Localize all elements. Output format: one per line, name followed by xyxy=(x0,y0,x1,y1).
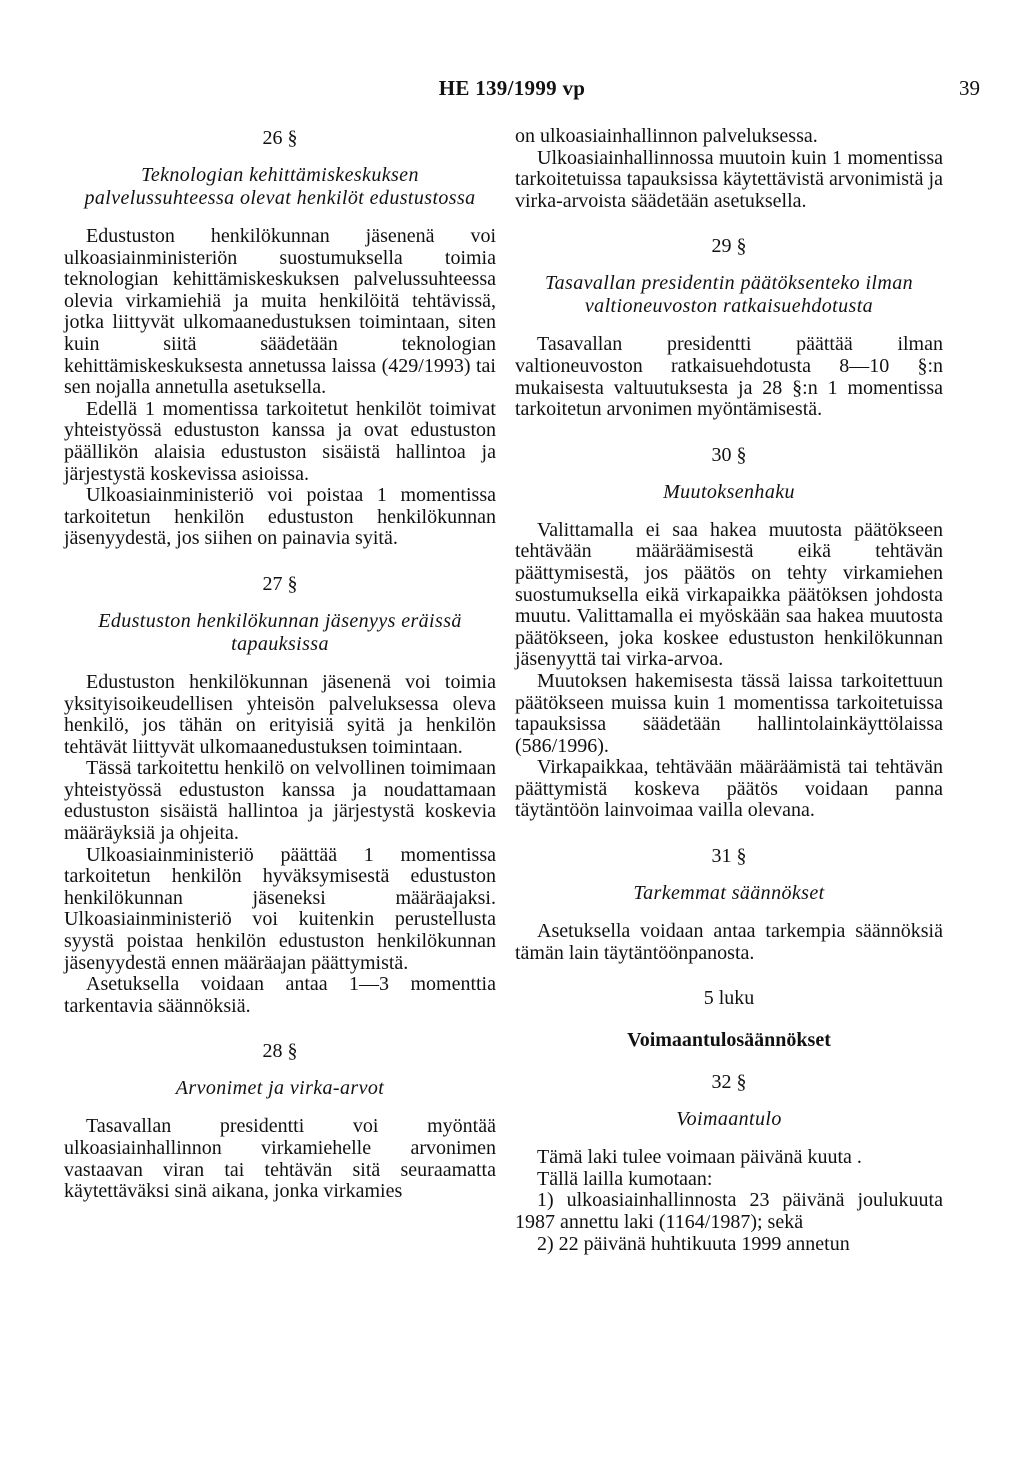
section-title: Edustuston henkilökunnan jäsenyys eräissä tapauksissa xyxy=(98,609,462,655)
section-title: Teknologian kehittämiskeskuksen palvelussuhteessa olevat henkilöt edustustossa xyxy=(84,164,476,209)
section-number: 30 § xyxy=(711,443,747,466)
paragraph: Edellä 1 momentissa tarkoitetut henkilöt toimivat yhteistyössä edustuston kanssa ja ovat edustuston päällikön alaisia edustuston sisäistä hallintoa ja järjestystä koskevissa asioissa. xyxy=(64,397,496,485)
section-title: Arvonimet ja virka-arvot xyxy=(175,1077,385,1100)
section-29 xyxy=(515,234,943,420)
paragraph: Tämä laki tulee voimaan päivänä kuuta . xyxy=(537,1146,862,1169)
section-26 xyxy=(64,126,496,550)
chapter-5 xyxy=(515,986,943,1052)
section-title: Tarkemmat säännökset xyxy=(633,882,825,905)
section-30 xyxy=(515,443,943,822)
paragraph: Ulkoasiainministeriö voi poistaa 1 momentissa tarkoitetun henkilön edustuston henkilökunnan jäsenyydestä, jos siihen on painavia syitä. xyxy=(64,484,496,550)
paragraph: Virkapaikkaa, tehtävään määräämistä tai tehtävän päättymistä koskeva päätös voidaan panna täytäntöön lainvoimaa vailla olevana. xyxy=(515,756,943,822)
section-number: 27 § xyxy=(262,572,298,595)
right-column xyxy=(515,126,943,1255)
section-number: 31 § xyxy=(711,845,747,868)
paragraph: 2) 22 päivänä huhtikuuta 1999 annetun xyxy=(537,1232,850,1255)
section-32 xyxy=(515,1070,943,1255)
section-number: 29 § xyxy=(711,235,747,258)
chapter-number: 5 luku xyxy=(703,987,755,1010)
paragraph: Valittamalla ei saa hakea muutosta päätökseen tehtävään määräämisestä eikä tehtävän päättymisestä, jos päätös on tehty virkamiehen suostumuksella eikä virkapaikka päätöksen johdosta muutu. Valittamalla ei myöskään saa hakea muutosta päätökseen, joka koskee edustuston henkilökunnan jäsenyyttä tai virka-arvoa. xyxy=(515,518,943,671)
section-28-continued xyxy=(515,126,943,212)
paragraph: Tällä lailla kumotaan: xyxy=(537,1167,713,1190)
document-reference: HE 139/1999 vp xyxy=(438,76,586,100)
section-31 xyxy=(515,844,943,964)
section-title: Voimaantulo xyxy=(676,1108,782,1131)
section-number: 28 § xyxy=(262,1040,298,1063)
section-title: Muutoksenhaku xyxy=(663,480,795,503)
paragraph: Ulkoasiainhallinnossa muutoin kuin 1 momentissa tarkoitetuissa tapauksissa käytettävistä arvonimistä ja virka-arvoista säädetään asetuksella. xyxy=(515,146,943,212)
section-number: 26 § xyxy=(262,127,298,149)
paragraph: Asetuksella voidaan antaa 1—3 momenttia tarkentavia säännöksiä. xyxy=(64,973,496,1017)
section-title: Tasavallan presidentin päätöksenteko ilman valtioneuvoston ratkaisuehdotusta xyxy=(544,272,914,318)
section-number: 32 § xyxy=(711,1071,747,1094)
paragraph: Tasavallan presidentti päättää ilman valtioneuvoston ratkaisuehdotusta 8—10 §:n mukaisesta valtuutuksesta ja 28 §:n 1 momentissa tarkoitetun arvonimen myöntämisestä. xyxy=(515,333,943,421)
paragraph: 1) ulkoasiainhallinnosta 23 päivänä joulukuuta 1987 annettu laki (1164/1987); sekä xyxy=(515,1189,943,1234)
section-28 xyxy=(64,1039,496,1202)
paragraph: on ulkoasiainhallinnon palveluksessa. xyxy=(515,125,818,147)
paragraph: Asetuksella voidaan antaa tarkempia säännöksiä tämän lain täytäntöönpanosta. xyxy=(515,920,943,964)
paragraph: Edustuston henkilökunnan jäsenenä voi toimia yksityisoikeudellisen yhteisön palveluksessa oleva henkilö, jos tähän on erityisiä syitä ja henkilön tehtävät liittyvät ulkomaanedustuksen toimintaan. xyxy=(64,670,496,758)
chapter-title: Voimaantulosäännökset xyxy=(627,1029,831,1052)
paragraph: Tasavallan presidentti voi myöntää ulkoasiainhallinnon virkamiehelle arvonimen vastaavan viran tai tehtävän sitä seuraamatta käytettäväksi sinä aikana, jonka virkamies xyxy=(64,1115,496,1203)
paragraph: Edustuston henkilökunnan jäsenenä voi ulkoasiainministeriön suostumuksella toimia teknologian kehittämiskeskuksen palvelussuhteessa olevia virkamiehiä ja muita henkilöitä tehtävissä, jotka liittyvät ulkomaanedustuksen toimintaan, siten kuin siitä säädetään teknologian kehittämiskeskuksesta annetussa laissa (429/1993) tai sen nojalla annetulla asetuksella. xyxy=(64,225,496,399)
paragraph: Muutoksen hakemisesta tässä laissa tarkoitettuun päätökseen muissa kuin 1 momentissa tarkoitetuissa tapauksissa säädetään hallintolainkäyttölaissa (586/1996). xyxy=(515,669,943,757)
page-number: 39 xyxy=(959,76,980,100)
paragraph: Tässä tarkoitettu henkilö on velvollinen toimimaan yhteistyössä edustuston kanssa ja noudattamaan edustuston sisäistä hallintoa ja järjestystä koskevia määräyksiä ja ohjeita. xyxy=(64,757,496,845)
left-column xyxy=(64,126,496,1203)
section-27 xyxy=(64,572,496,1018)
paragraph: Ulkoasiainministeriö päättää 1 momentissa tarkoitetun henkilön hyväksymisestä edustuston henkilökunnan jäseneksi määräajaksi. Ulkoasiainministeriö voi kuitenkin perustellusta syystä poistaa henkilön edustuston henkilökunnan jäsenyydestä ennen määräajan päättymistä. xyxy=(64,843,496,974)
